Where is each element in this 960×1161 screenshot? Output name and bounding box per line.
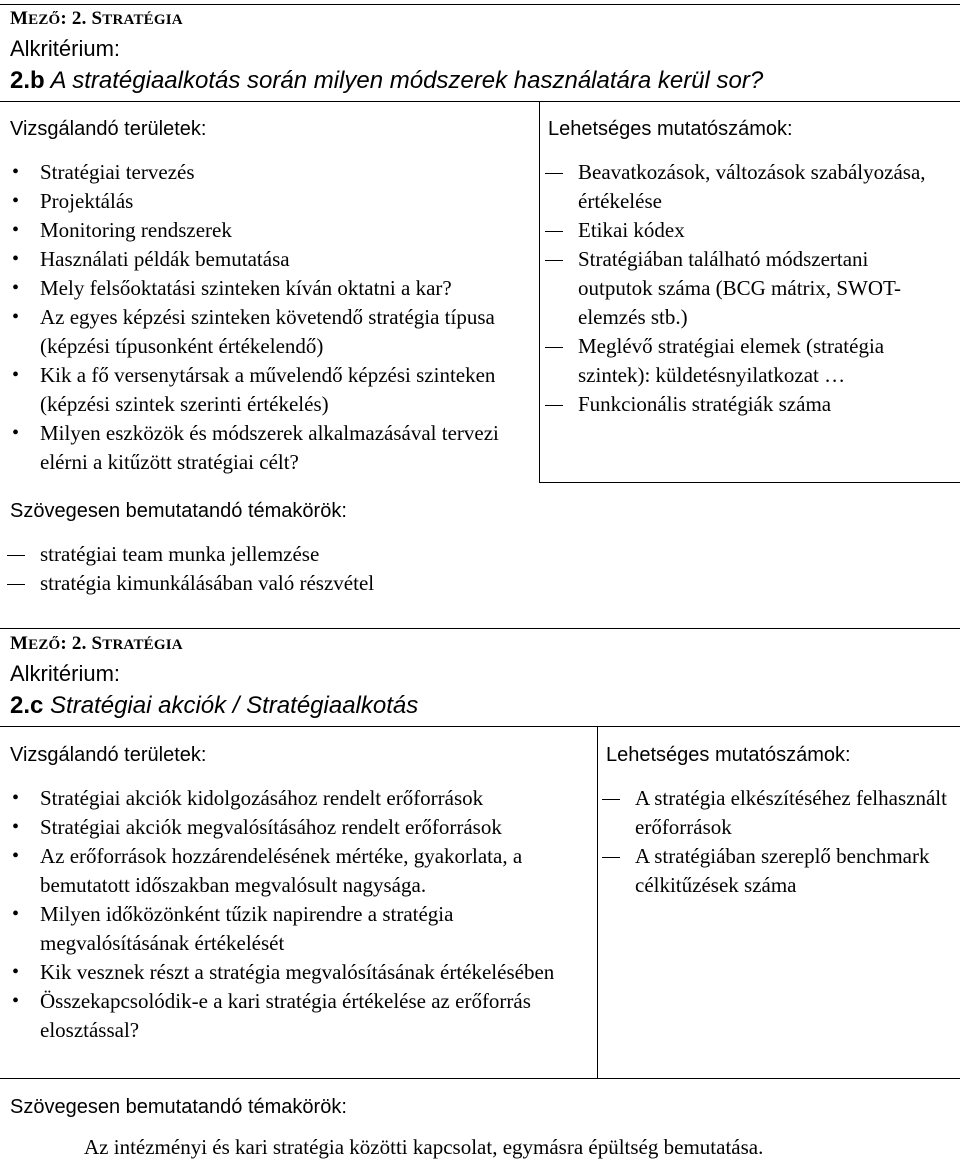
list-item: stratégia kimunkálásában való részvétel: [5, 569, 605, 598]
list-item: Stratégiában található módszertani outputok száma (BCG mátrix, SWOT-elemzés stb.): [543, 245, 943, 332]
list-item: Funkcionális stratégiák száma: [543, 390, 943, 419]
subcriterion-text: A stratégiaalkotás során milyen módszerek használatára kerül sor?: [44, 67, 764, 94]
section2-table-top-rule: [0, 726, 960, 727]
list-item: • Kik a fő versenytársak a művelendő képzési szinteken (képzési szintek szerinti értékelés): [10, 361, 535, 419]
subcriterion-number: 2.c: [10, 692, 44, 719]
list-item: stratégiai team munka jellemzése: [5, 540, 605, 569]
list-item: • Monitoring rendszerek: [10, 216, 535, 245]
section1-right-bottom-rule: [539, 482, 960, 483]
list-item: • Az erőforrások hozzárendelésének mértéke, gyakorlata, a bemutatott időszakban megvalósult nagysága.: [10, 842, 595, 900]
list-item: • Stratégiai akciók kidolgozásához rendelt erőforrások: [10, 784, 595, 813]
section1-examine-heading: Vizsgálandó területek:: [10, 118, 207, 140]
section1-subcriterion-question: [10, 67, 763, 95]
list-item: • Összekapcsolódik-e a kari stratégia értékelése az erőforrás elosztással?: [10, 987, 595, 1045]
subcriterion-text: Stratégiai akciók / Stratégiaalkotás: [43, 692, 419, 719]
section1-subcriterion-label: Alkritérium:: [10, 36, 121, 61]
section2-subcriterion-label: Alkritérium:: [10, 661, 121, 686]
section2-table-bottom-rule: [0, 1078, 960, 1079]
field-title-number: : 2. S: [60, 633, 103, 654]
subcriterion-number: 2.b: [10, 67, 45, 94]
section1-table-top-rule: [0, 101, 960, 102]
field-title-small: EZŐ: [28, 12, 61, 28]
section2-field-title: [10, 633, 183, 655]
section2-column-divider: [597, 726, 598, 1078]
section1-column-divider: [539, 101, 540, 482]
section2-text-topics-body: Az intézményi és kari stratégia közötti kapcsolat, egymásra épültség bemutatása.: [84, 1135, 764, 1159]
section2-examine-heading: Vizsgálandó területek:: [10, 744, 207, 766]
section2-examine-list: [10, 784, 595, 1045]
section2-indicators-list: [600, 784, 955, 900]
list-item: • Stratégiai akciók megvalósításához rendelt erőforrások: [10, 813, 595, 842]
field-title-number: : 2. S: [60, 8, 103, 29]
field-title-initial: M: [10, 8, 29, 29]
section1-examine-list: [10, 158, 535, 477]
section2-top-rule: [0, 628, 960, 629]
list-item: Etikai kódex: [543, 216, 943, 245]
section1-indicators-list: [543, 158, 943, 419]
list-item: • Milyen eszközök és módszerek alkalmazásával tervezi elérni a kitűzött stratégiai célt?: [10, 419, 535, 477]
field-title-small: EZŐ: [28, 637, 61, 653]
list-item: Meglévő stratégiai elemek (stratégia szintek): küldetésnyilatkozat …: [543, 332, 943, 390]
list-item: • Milyen időközönként tűzik napirendre a stratégia megvalósításának értékelését: [10, 900, 595, 958]
list-item: • Projektálás: [10, 187, 535, 216]
list-item: A stratégiában szereplő benchmark célkitűzések száma: [600, 842, 955, 900]
list-item: • Az egyes képzési szinteken követendő stratégia típusa (képzési típusonként értékelendő): [10, 303, 535, 361]
list-item: • Mely felsőoktatási szinteken kíván oktatni a kar?: [10, 274, 535, 303]
list-item: • Kik vesznek részt a stratégia megvalósításának értékelésében: [10, 958, 595, 987]
section1-top-rule: [0, 4, 960, 5]
section1-text-topics-heading: Szövegesen bemutatandó témakörök:: [10, 500, 347, 522]
list-item: Beavatkozások, változások szabályozása, értékelése: [543, 158, 943, 216]
section1-indicators-heading: Lehetséges mutatószámok:: [548, 118, 793, 140]
field-title-initial: M: [10, 633, 29, 654]
section1-text-topics-list: [5, 540, 605, 598]
section1-field-title: [10, 8, 183, 30]
list-item: • Használati példák bemutatása: [10, 245, 535, 274]
section2-subcriterion-question: [10, 692, 418, 720]
field-title-small: TRATÉGIA: [102, 637, 183, 653]
list-item: • Stratégiai tervezés: [10, 158, 535, 187]
list-item: A stratégia elkészítéséhez felhasznált erőforrások: [600, 784, 955, 842]
section2-indicators-heading: Lehetséges mutatószámok:: [606, 744, 851, 766]
section2-text-topics-heading: Szövegesen bemutatandó témakörök:: [10, 1096, 347, 1118]
field-title-small: TRATÉGIA: [102, 12, 183, 28]
